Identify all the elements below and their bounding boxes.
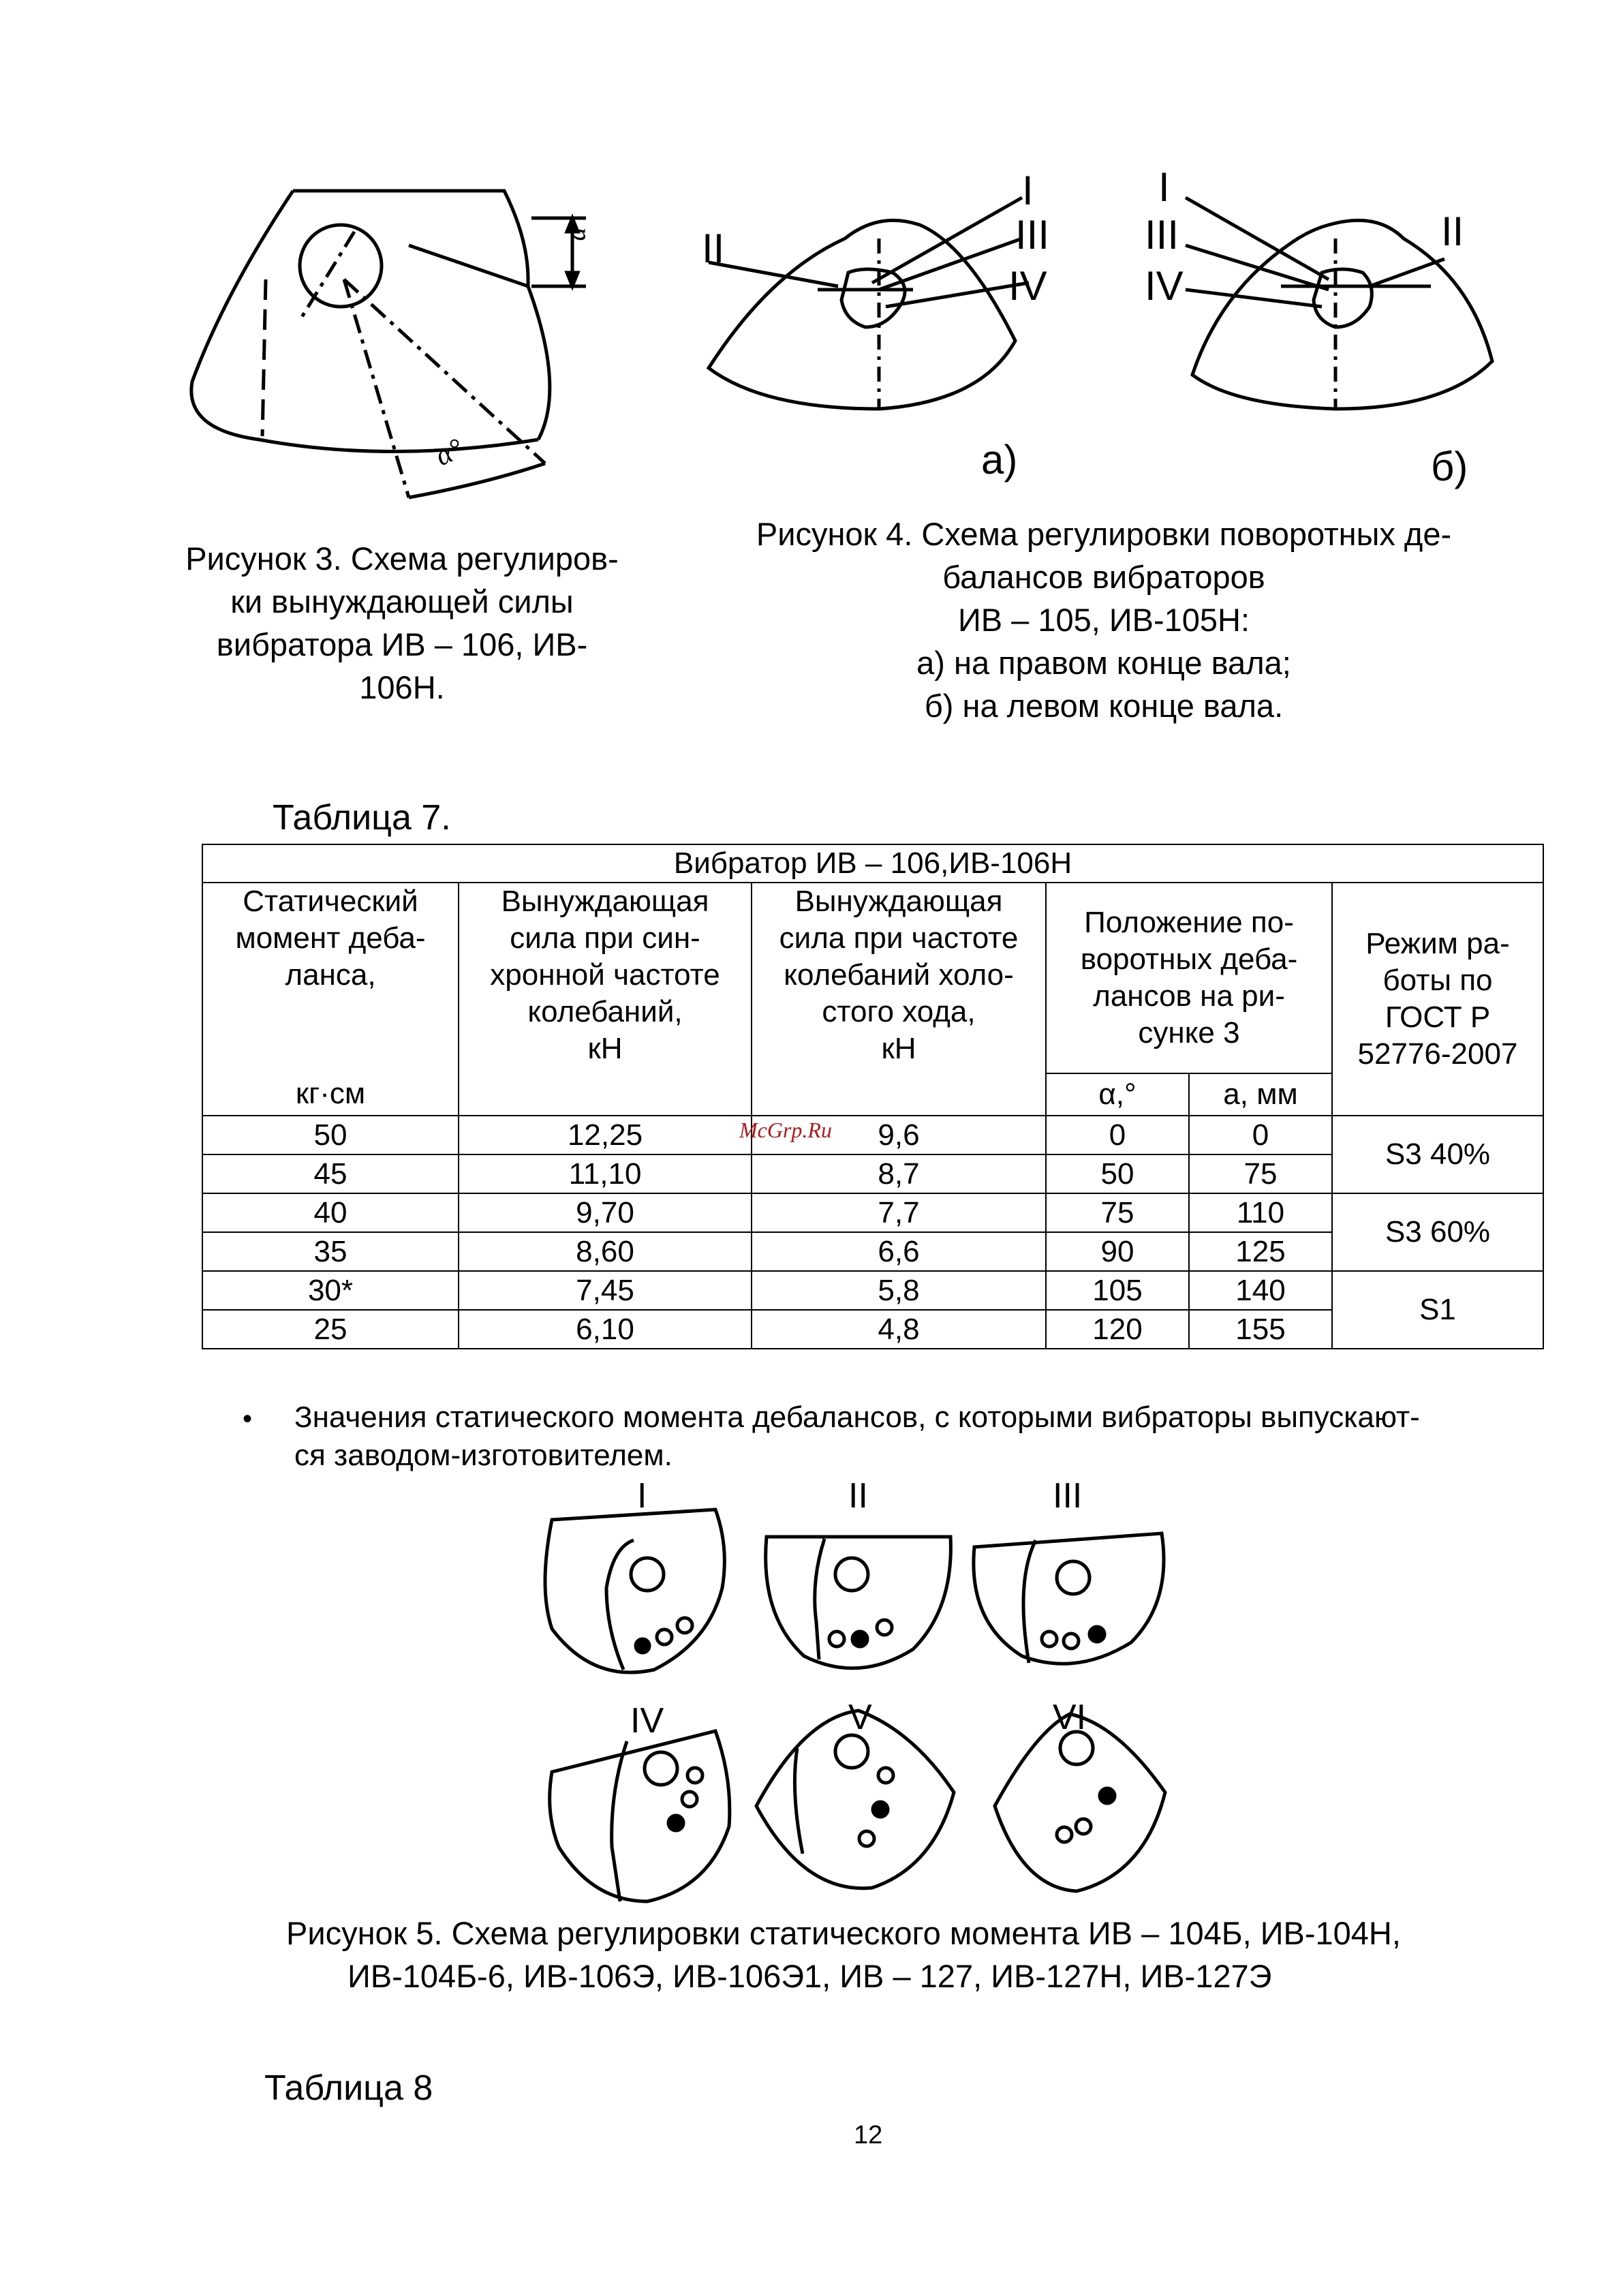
header-line: Положение по- bbox=[1084, 906, 1294, 939]
header-line: сила при син- bbox=[510, 921, 700, 955]
cell: 9,70 bbox=[459, 1193, 752, 1232]
figure-5-label-V: V bbox=[848, 1698, 872, 1737]
watermark: McGrp.Ru bbox=[739, 1118, 832, 1142]
cell: 75 bbox=[1189, 1154, 1332, 1193]
cell: 155 bbox=[1189, 1310, 1332, 1349]
header-line: Вынуждающая bbox=[794, 885, 1003, 918]
cell: 50 bbox=[1046, 1154, 1189, 1193]
table-group-header: Вибратор ИВ – 106,ИВ-106Н bbox=[202, 844, 1543, 883]
header-static-moment bbox=[202, 883, 459, 1116]
figure-4b-sublabel: б) bbox=[1431, 444, 1468, 489]
cell: 140 bbox=[1189, 1271, 1332, 1310]
cell: 11,10 bbox=[459, 1154, 752, 1193]
figure-3-drawing bbox=[184, 177, 606, 532]
note-line: ся заводом-изготовителем. bbox=[294, 1439, 673, 1472]
figure-4a-label-I: I bbox=[1022, 168, 1034, 213]
cell: 6,6 bbox=[752, 1232, 1046, 1271]
header-force-idle bbox=[752, 883, 1046, 1116]
figure-4-caption bbox=[681, 512, 1526, 727]
header-line: колебаний, bbox=[527, 995, 683, 1028]
cell: 6,10 bbox=[459, 1310, 752, 1349]
header-line: колебаний холо- bbox=[784, 958, 1014, 992]
figure-5-drawing bbox=[531, 1506, 1186, 1929]
header-line: сунке 3 bbox=[1138, 1016, 1240, 1050]
table-row bbox=[202, 1271, 1543, 1310]
table-7-title: Таблица 7. bbox=[273, 798, 451, 838]
mode-cell: S3 40% bbox=[1332, 1116, 1543, 1193]
figure-4b-drawing bbox=[1158, 170, 1540, 470]
cell: 0 bbox=[1189, 1116, 1332, 1154]
caption-line: ИВ – 105, ИВ-105Н: bbox=[957, 602, 1250, 638]
header-line: 52776-2007 bbox=[1357, 1037, 1518, 1071]
figure-4a-label-III: III bbox=[1015, 212, 1050, 258]
caption-line: Рисунок 3. Схема регулиров- bbox=[185, 540, 619, 577]
figure-5-caption bbox=[286, 1912, 1554, 1997]
figure-5-label-II: II bbox=[848, 1476, 868, 1516]
header-line: Статический bbox=[243, 885, 418, 918]
figure-4a-label-II: II bbox=[702, 226, 725, 271]
mode-cell: S3 60% bbox=[1332, 1193, 1543, 1271]
header-line: кН bbox=[587, 1032, 623, 1065]
header-line: боты по bbox=[1382, 964, 1493, 997]
cell: 120 bbox=[1046, 1310, 1189, 1349]
cell: 45 bbox=[202, 1154, 459, 1193]
header-force-sync bbox=[459, 883, 752, 1116]
figure-5-label-IV: IV bbox=[630, 1701, 664, 1741]
caption-line: Рисунок 4. Схема регулировки поворотных де- bbox=[756, 516, 1452, 552]
cell: 105 bbox=[1046, 1271, 1189, 1310]
header-line: момент деба- bbox=[235, 921, 426, 955]
cell: 30* bbox=[202, 1271, 459, 1310]
cell: 0 bbox=[1046, 1116, 1189, 1154]
header-alpha: α,° bbox=[1046, 1073, 1189, 1116]
cell: 7,45 bbox=[459, 1271, 752, 1310]
cell: 8,60 bbox=[459, 1232, 752, 1271]
header-line: Вынуждающая bbox=[501, 885, 709, 918]
figure-4b-label-II: II bbox=[1441, 209, 1464, 254]
header-line: ГОСТ Р bbox=[1385, 1000, 1491, 1034]
cell: 4,8 bbox=[752, 1310, 1046, 1349]
caption-line: ки вынуждающей силы bbox=[230, 583, 574, 619]
figure-3-caption bbox=[143, 537, 661, 709]
header-line: сила при частоте bbox=[779, 921, 1019, 955]
cell: 25 bbox=[202, 1310, 459, 1349]
note-bullet: • bbox=[243, 1404, 253, 1434]
caption-line: балансов вибраторов bbox=[942, 559, 1265, 595]
cell: 12,25 bbox=[459, 1116, 752, 1154]
mode-cell: S1 bbox=[1332, 1271, 1543, 1349]
figure-4a-label-IV: IV bbox=[1008, 263, 1047, 309]
cell: 7,7 bbox=[752, 1193, 1046, 1232]
cell: 125 bbox=[1189, 1232, 1332, 1271]
figure-4a-sublabel: а) bbox=[981, 437, 1018, 483]
table-row bbox=[202, 1116, 1543, 1154]
table-8-title: Таблица 8 bbox=[264, 2068, 433, 2108]
figure-5-label-III: III bbox=[1053, 1476, 1083, 1516]
header-position bbox=[1046, 883, 1332, 1073]
header-line: ланса, bbox=[285, 958, 376, 992]
header-a-mm: а, мм bbox=[1189, 1073, 1332, 1116]
caption-line: б) на левом конце вала. bbox=[924, 688, 1284, 724]
caption-line: ИВ-104Б-6, ИВ-106Э, ИВ-106Э1, ИВ – 127, ИВ-127Н, ИВ-127Э bbox=[347, 1958, 1272, 1994]
figure-3-a-label: а bbox=[560, 227, 591, 241]
cell: 35 bbox=[202, 1232, 459, 1271]
cell: 90 bbox=[1046, 1232, 1189, 1271]
caption-line: а) на правом конце вала; bbox=[916, 645, 1291, 681]
header-line: Режим ра- bbox=[1365, 927, 1510, 960]
figure-4b-label-I: I bbox=[1158, 164, 1170, 210]
figure-5-label-I: I bbox=[637, 1476, 647, 1516]
figure-4b-label-IV: IV bbox=[1145, 263, 1184, 309]
caption-line: Рисунок 5. Схема регулировки статического момента ИВ – 104Б, ИВ-104Н, bbox=[286, 1915, 1401, 1951]
figure-5-label-VI: VI bbox=[1053, 1698, 1087, 1737]
header-line: воротных деба- bbox=[1080, 943, 1298, 976]
figure-4b-label-III: III bbox=[1145, 212, 1179, 258]
figure-3-alpha-label: α° bbox=[431, 432, 468, 473]
table-7 bbox=[202, 844, 1544, 1349]
page-number: 12 bbox=[854, 2121, 883, 2149]
caption-line: 106Н. bbox=[359, 669, 445, 705]
cell: 110 bbox=[1189, 1193, 1332, 1232]
header-line: лансов на ри- bbox=[1093, 979, 1285, 1013]
note-text bbox=[294, 1398, 1548, 1475]
cell: 75 bbox=[1046, 1193, 1189, 1232]
cell: 5,8 bbox=[752, 1271, 1046, 1310]
caption-line: вибратора ИВ – 106, ИВ- bbox=[216, 626, 588, 662]
header-line: стого хода, bbox=[822, 995, 976, 1028]
header-line: кН bbox=[881, 1032, 916, 1065]
table-row bbox=[202, 1193, 1543, 1232]
cell: 9,6 bbox=[752, 1116, 1046, 1154]
header-mode bbox=[1332, 883, 1543, 1116]
header-unit: кг·см bbox=[295, 1077, 366, 1110]
cell: 50 bbox=[202, 1116, 459, 1154]
cell: 8,7 bbox=[752, 1154, 1046, 1193]
header-line: хронной частоте bbox=[490, 958, 720, 992]
note-line: Значения статического момента дебалансов, с которыми вибраторы выпускают- bbox=[294, 1400, 1420, 1434]
cell: 40 bbox=[202, 1193, 459, 1232]
